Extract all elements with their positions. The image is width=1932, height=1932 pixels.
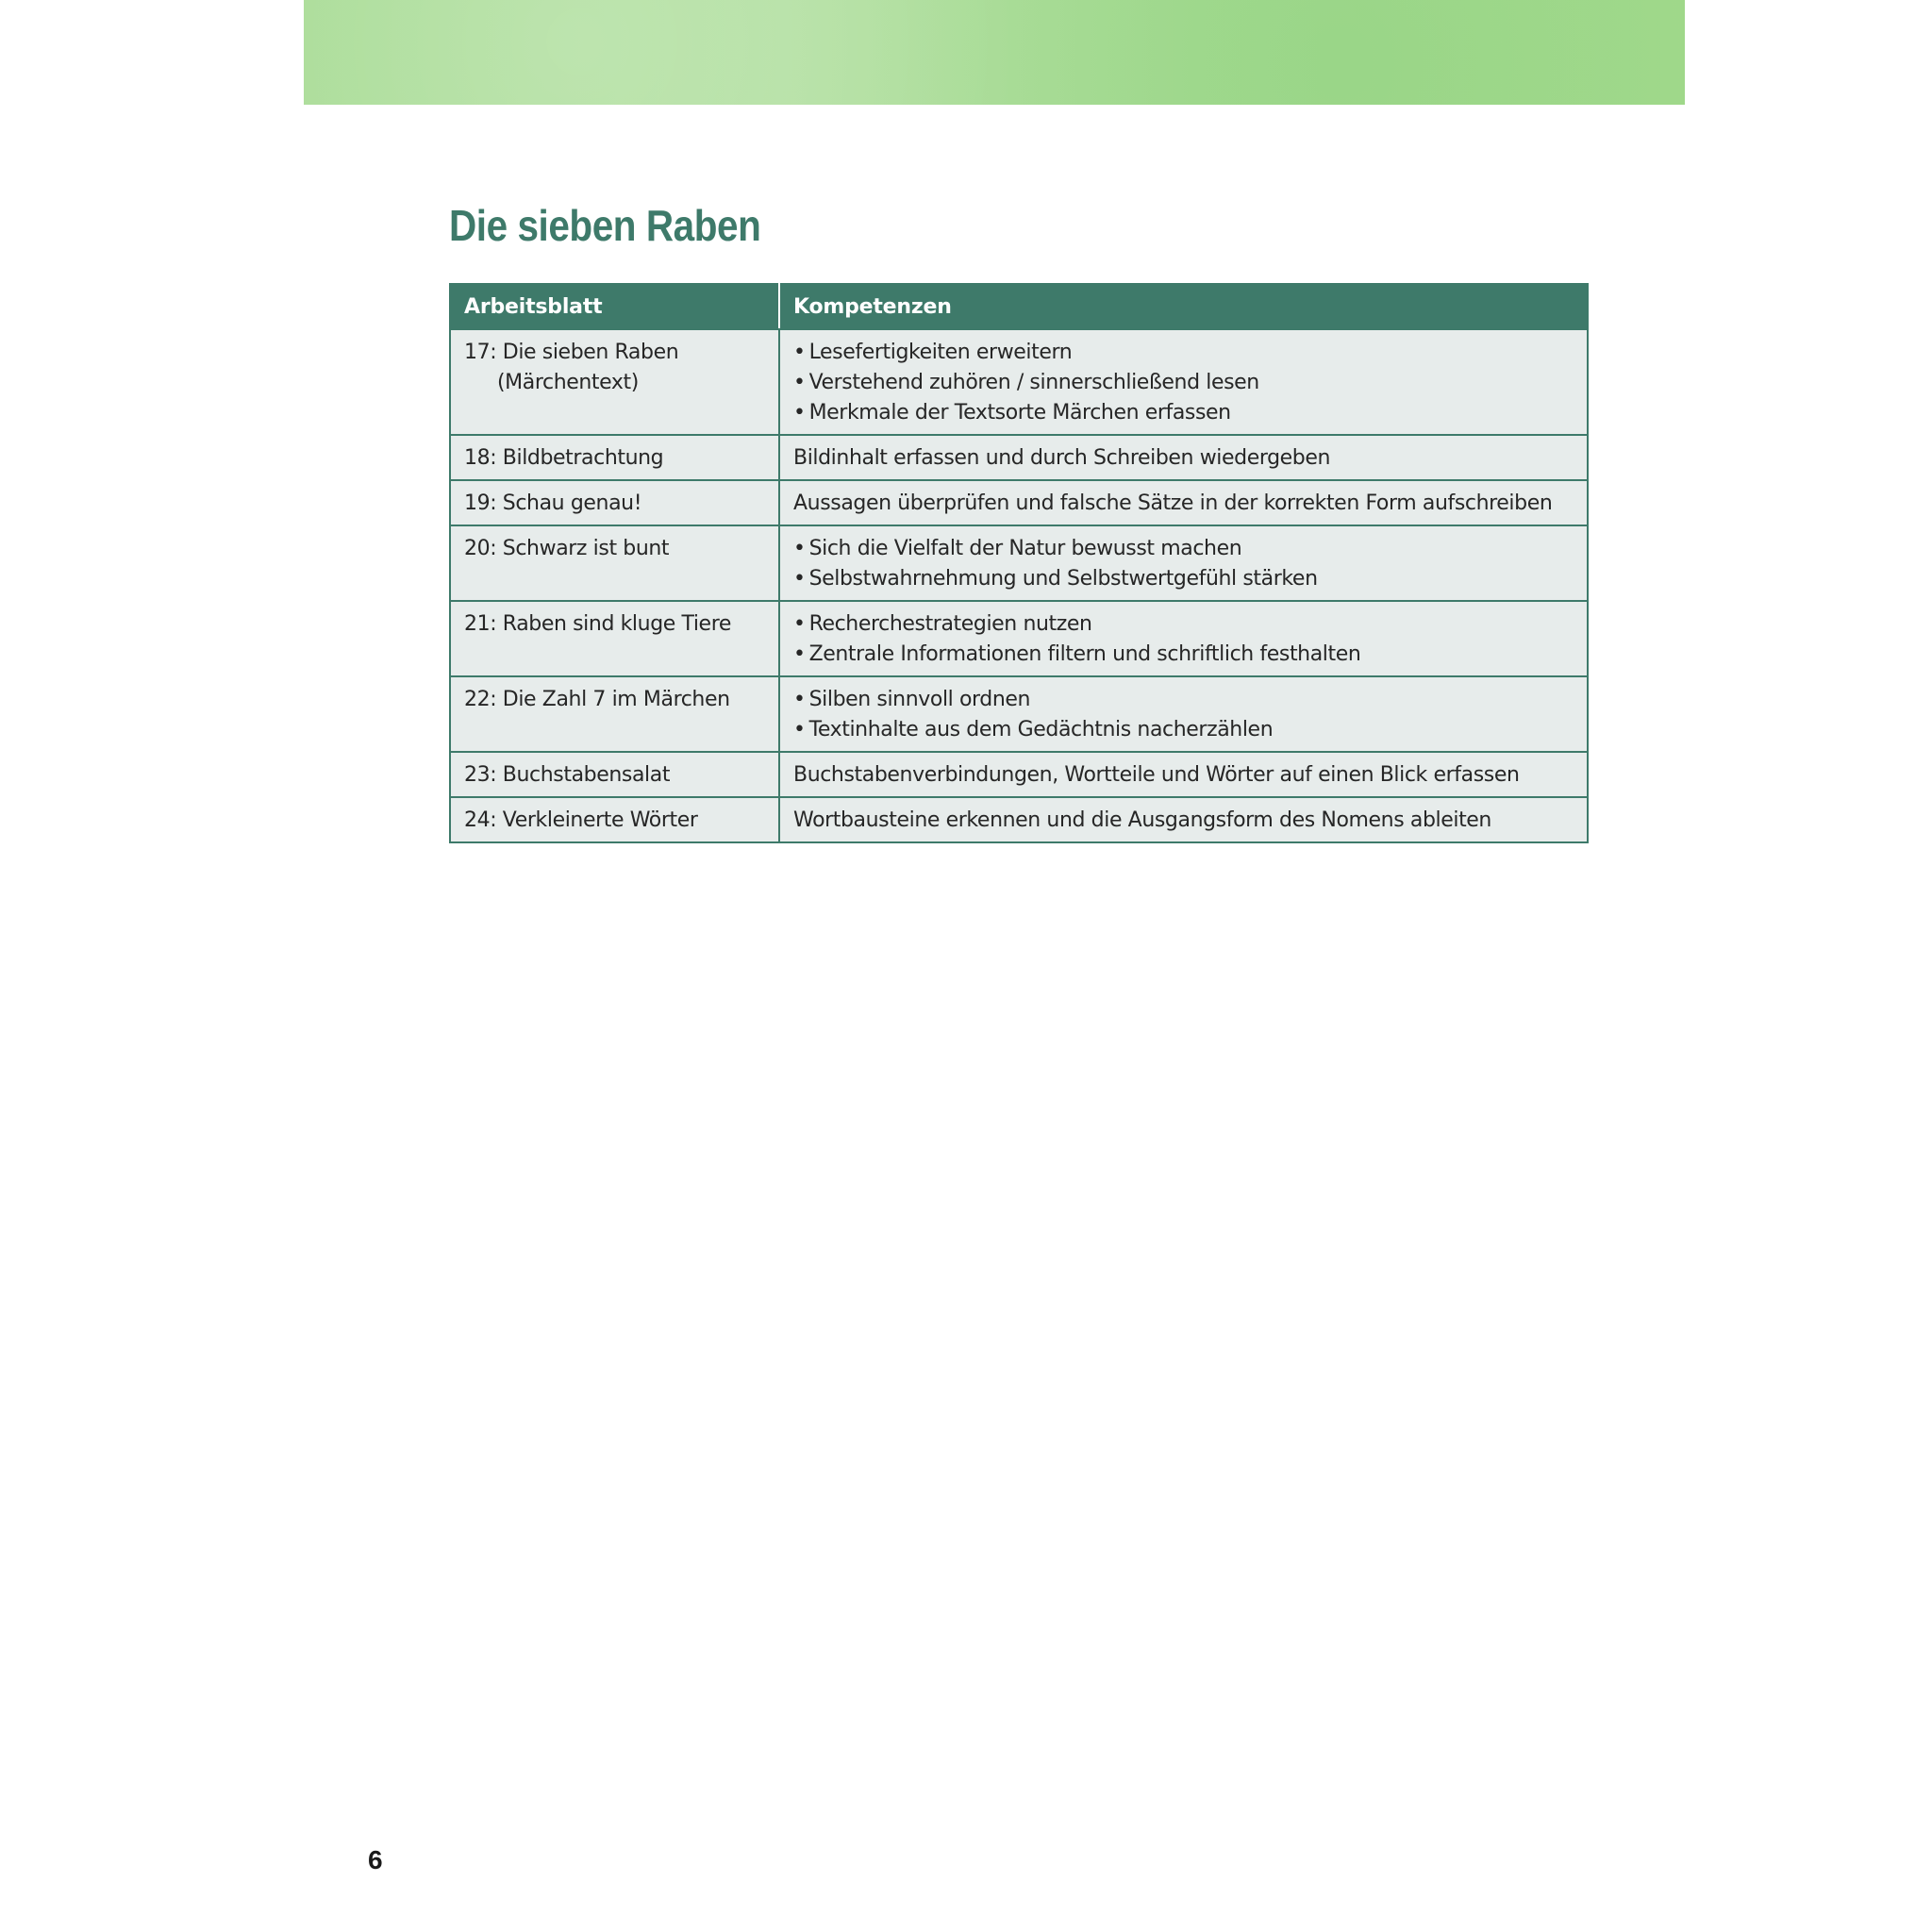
worksheet-title: 19: Schau genau! (464, 491, 642, 515)
competency-bullet: • Zentrale Informationen filtern und schriftlich festhalten (793, 640, 1574, 670)
page-title: Die sieben Raben (449, 201, 761, 250)
competency-cell (779, 480, 1588, 525)
worksheet-title: 24: Verkleinerte Wörter (464, 808, 698, 832)
table-row (450, 601, 1588, 676)
worksheet-cell (450, 601, 779, 676)
worksheet-cell (450, 435, 779, 480)
table-row (450, 752, 1588, 797)
worksheet-cell (450, 676, 779, 752)
competency-bullet: • Selbstwahrnehmung und Selbstwertgefühl stärken (793, 564, 1574, 594)
header-band (304, 0, 1685, 105)
worksheet-subtitle: (Märchentext) (497, 371, 639, 394)
worksheet-title: 21: Raben sind kluge Tiere (464, 612, 731, 636)
competency-text: Wortbausteine erkennen und die Ausgangsform des Nomens ableiten (793, 808, 1491, 832)
competency-cell (779, 601, 1588, 676)
worksheet-cell (450, 480, 779, 525)
worksheet-title: 22: Die Zahl 7 im Märchen (464, 688, 730, 711)
competency-bullet: • Textinhalte aus dem Gedächtnis nacherzählen (793, 715, 1574, 745)
table-row (450, 525, 1588, 601)
table-row (450, 676, 1588, 752)
table-body (450, 329, 1588, 842)
competency-bullet: • Verstehend zuhören / sinnerschließend lesen (793, 368, 1574, 398)
worksheet-title: 18: Bildbetrachtung (464, 446, 664, 470)
competency-text: Buchstabenverbindungen, Wortteile und Wörter auf einen Blick erfassen (793, 763, 1520, 787)
competency-table (449, 283, 1589, 843)
competency-bullet: • Recherchestrategien nutzen (793, 609, 1574, 640)
competency-cell (779, 435, 1588, 480)
worksheet-cell (450, 525, 779, 601)
competency-table-container (449, 283, 1587, 843)
worksheet-title: 23: Buchstabensalat (464, 763, 671, 787)
competency-bullet: • Lesefertigkeiten erweitern (793, 338, 1574, 368)
worksheet-cell (450, 797, 779, 842)
competency-cell (779, 329, 1588, 435)
table-row (450, 797, 1588, 842)
competency-text: Bildinhalt erfassen und durch Schreiben wiedergeben (793, 446, 1331, 470)
competency-bullet: • Merkmale der Textsorte Märchen erfassen (793, 398, 1574, 428)
table-header-row (450, 284, 1588, 329)
competency-bullet: • Sich die Vielfalt der Natur bewusst machen (793, 534, 1574, 564)
competency-cell (779, 525, 1588, 601)
page-number: 6 (368, 1845, 383, 1874)
worksheet-title: 17: Die sieben Raben (464, 341, 679, 364)
worksheet-cell (450, 752, 779, 797)
competency-text: Aussagen überprüfen und falsche Sätze in der korrekten Form aufschreiben (793, 491, 1553, 515)
column-header-competencies: Kompetenzen (779, 284, 1588, 329)
table-row (450, 435, 1588, 480)
worksheet-title: 20: Schwarz ist bunt (464, 537, 670, 560)
table-row (450, 329, 1588, 435)
worksheet-cell (450, 329, 779, 435)
competency-cell (779, 676, 1588, 752)
column-header-worksheet: Arbeitsblatt (450, 284, 779, 329)
competency-cell (779, 797, 1588, 842)
competency-bullet: • Silben sinnvoll ordnen (793, 685, 1574, 715)
competency-cell (779, 752, 1588, 797)
table-row (450, 480, 1588, 525)
